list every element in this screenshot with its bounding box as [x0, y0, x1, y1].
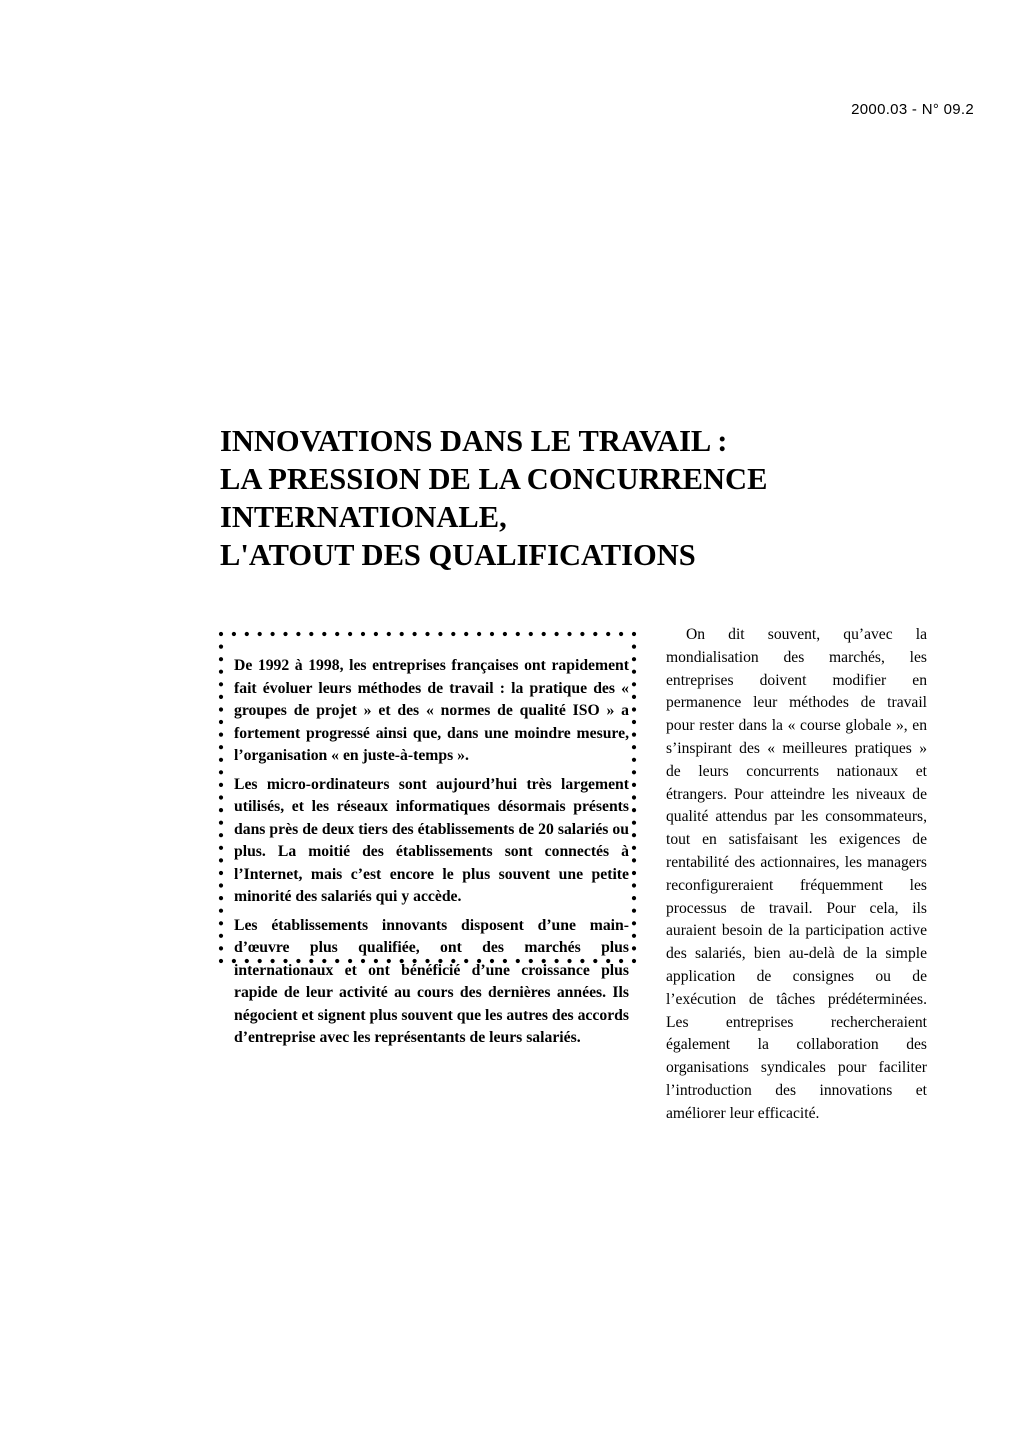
article-title [220, 422, 840, 574]
summary-box [218, 631, 638, 1046]
body-paragraph-1: On dit souvent, qu’avec la mondialisation des marchés, les entreprises doivent modifier en permanence leur méthodes de travail pour rester dans la « course globale », en s’inspirant des « meilleures pratiques » de leurs concurrents nationaux et étrangers. Pour atteindre les niveaux de qualité attendus par les consommateurs, tout en satisfaisant les exigences de rentabilité des actionnaires, les managers reconfigureraient fréquemment les processus de travail. Pour cela, ils auraient besoin de la participation active des salariés, bien au-delà de la simple application de consignes ou de l’exécution de tâches prédéterminées. Les entreprises rechercheraient également la collaboration des organisations syndicales pour faciliter l’introduction des innovations et améliorer leur efficacité. [666, 626, 927, 1122]
title-line-2: LA PRESSION DE LA CONCURRENCE [220, 462, 768, 496]
title-line-3: INTERNATIONALE, [220, 500, 507, 534]
summary-paragraph-1: De 1992 à 1998, les entreprises françaises ont rapidement fait évoluer leurs méthodes de travail : la pratique des « groupes de projet » et des « normes de qualité ISO » a fortement progressé ainsi que, dans une moindre mesure, l’organisation « en juste-à-temps ». [234, 657, 629, 764]
title-line-1: INNOVATIONS DANS LE TRAVAIL : [220, 424, 728, 458]
summary-paragraph-3: Les établissements innovants disposent d’une main-d’œuvre plus qualifiée, ont des marchés plus internationaux et ont bénéficié d’une croissance plus rapide de leur activité au cours des dernières années. Ils négocient et signent plus souvent que les autres des accords d’entreprise avec les représentants de leurs salariés. [234, 916, 629, 1046]
summary-text [234, 655, 629, 1056]
body-text [666, 624, 927, 1126]
summary-paragraph-2: Les micro-ordinateurs sont aujourd’hui très largement utilisés, et les réseaux informatiques désormais présents dans près de deux tiers des établissements de 20 salariés ou plus. La moitié des établissements sont connectés à l’Internet, mais c’est encore le plus souvent une petite minorité des salariés qui y accède. [234, 775, 629, 905]
issue-reference: 2000.03 - N° 09.2 [851, 101, 974, 118]
title-line-4: L'ATOUT DES QUALIFICATIONS [220, 538, 696, 572]
